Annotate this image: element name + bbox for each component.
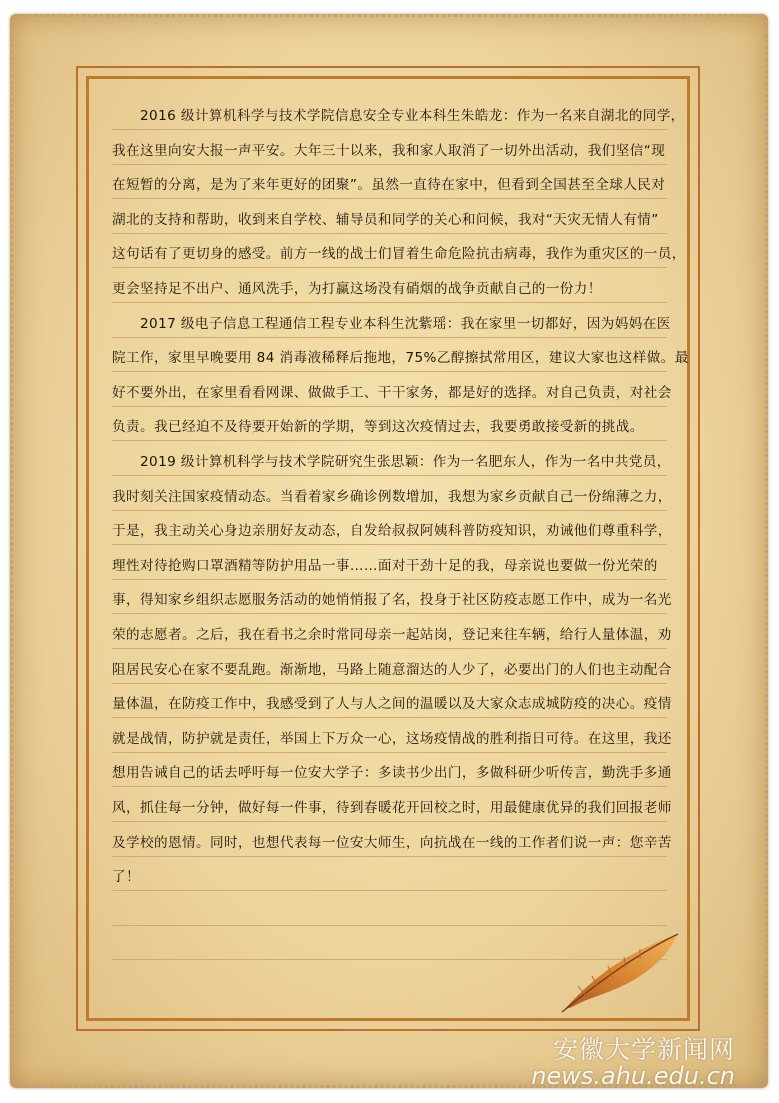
ruled-line [112, 233, 667, 234]
ruled-line [112, 267, 667, 268]
letter-line: 我时刻关注国家疫情动态。当看着家乡确诊例数增加，我想为家乡贡献自己一份绵薄之力， [112, 488, 672, 505]
ruled-line [112, 544, 667, 545]
letter-line: 2017 级电子信息工程通信工程专业本科生沈紫瑶：我在家里一切都好，因为妈妈在医 [112, 315, 671, 332]
letter-line: 及学校的恩情。同时，也想代表每一位安大师生，向抗战在一线的工作者们说一声：您辛苦 [112, 834, 672, 851]
quill-feather-icon [556, 926, 686, 1016]
ruled-line [112, 683, 667, 684]
ruled-line [112, 198, 667, 199]
watermark-title: 安徽大学新闻网 [552, 1035, 735, 1064]
ruled-line [112, 856, 667, 857]
letter-line: 阻居民安心在家不要乱跑。渐渐地，马路上随意溜达的人少了，必要出门的人们也主动配合 [112, 661, 672, 678]
letter-line: 湖北的支持和帮助，收到来自学校、辅导员和同学的关心和问候，我对“天灾无情人有情” [112, 211, 659, 228]
ruled-line [112, 717, 667, 718]
ruled-line [112, 648, 667, 649]
ruled-line [112, 371, 667, 372]
ruled-line [112, 164, 667, 165]
letter-line: 2016 级计算机科学与技术学院信息安全专业本科生朱皓龙：作为一名来自湖北的同学， [112, 108, 685, 124]
ruled-line [112, 440, 667, 441]
ruled-line [112, 890, 667, 891]
ruled-line [112, 129, 667, 130]
letter-line: 理性对待抢购口罩酒精等防护用品一事……面对干劲十足的我，母亲说也要做一份光荣的 [112, 557, 658, 574]
letter-line: 荣的志愿者。之后，我在看书之余时常同母亲一起站岗，登记来往车辆，给行人量体温，劝 [112, 627, 672, 643]
ruled-line [112, 302, 667, 303]
letter-line: 就是战情，防护就是责任，举国上下万众一心，这场疫情战的胜利指日可待。在这里，我还 [112, 730, 672, 747]
ruled-line [112, 613, 667, 614]
letter-line: 量体温，在防疫工作中，我感受到了人与人之间的温暖以及大家众志成城防疫的决心。疫情 [112, 696, 672, 713]
letter-line: 风，抓住每一分钟，做好每一件事，待到春暖花开回校之时，用最健康优异的我们回报老师 [112, 800, 672, 816]
ruled-line [112, 821, 667, 822]
letter-line: 2019 级计算机科学与技术学院研究生张思颖：作为一名肥东人，作为一名中共党员， [112, 454, 671, 470]
ruled-line [112, 579, 667, 580]
letter-line: 好不要外出，在家里看看网课、做做手工、干干家务，都是好的选择。对自己负责，对社会 [112, 384, 672, 401]
letter-line: 了！ [112, 869, 140, 886]
letter-line: 事，得知家乡组织志愿服务活动的她悄悄报了名，投身于社区防疫志愿工作中，成为一名光 [112, 592, 672, 609]
watermark-url: news.ahu.edu.cn [531, 1062, 735, 1090]
ruled-line [112, 752, 667, 753]
letter-line: 在短暂的分离，是为了来年更好的团聚”。虽然一直待在家中，但看到全国甚至全球人民对 [112, 177, 666, 194]
letter-line: 于是，我主动关心身边亲朋好友动态，自发给叔叔阿姨科普防疫知识，劝诫他们尊重科学， [112, 523, 672, 540]
letter-line: 更会坚持足不出户、通风洗手，为打赢这场没有硝烟的战争贡献自己的一份力！ [112, 281, 602, 297]
letter-line: 负责。我已经迫不及待要开始新的学期，等到这次疫情过去，我要勇敢接受新的挑战。 [112, 419, 644, 436]
ruled-line [112, 510, 667, 511]
letter-line: 想用告诫自己的话去呼吁每一位安大学子：多读书少出门，多做科研少听传言，勤洗手多通 [112, 765, 672, 782]
ruled-line [112, 337, 667, 338]
ruled-line [112, 475, 667, 476]
ruled-line [112, 406, 667, 407]
letter-line: 这句话有了更切身的感受。前方一线的战士们冒着生命危险抗击病毒，我作为重灾区的一员， [112, 246, 686, 263]
letter-line: 我在这里向安大报一声平安。大年三十以来，我和家人取消了一切外出活动，我们坚信“现 [112, 142, 666, 159]
ruled-line [112, 786, 667, 787]
letter-line: 院工作，家里早晚要用 84 消毒液稀释后拖地，75%乙醇擦拭常用区，建议大家也这样做。最 [112, 350, 689, 367]
